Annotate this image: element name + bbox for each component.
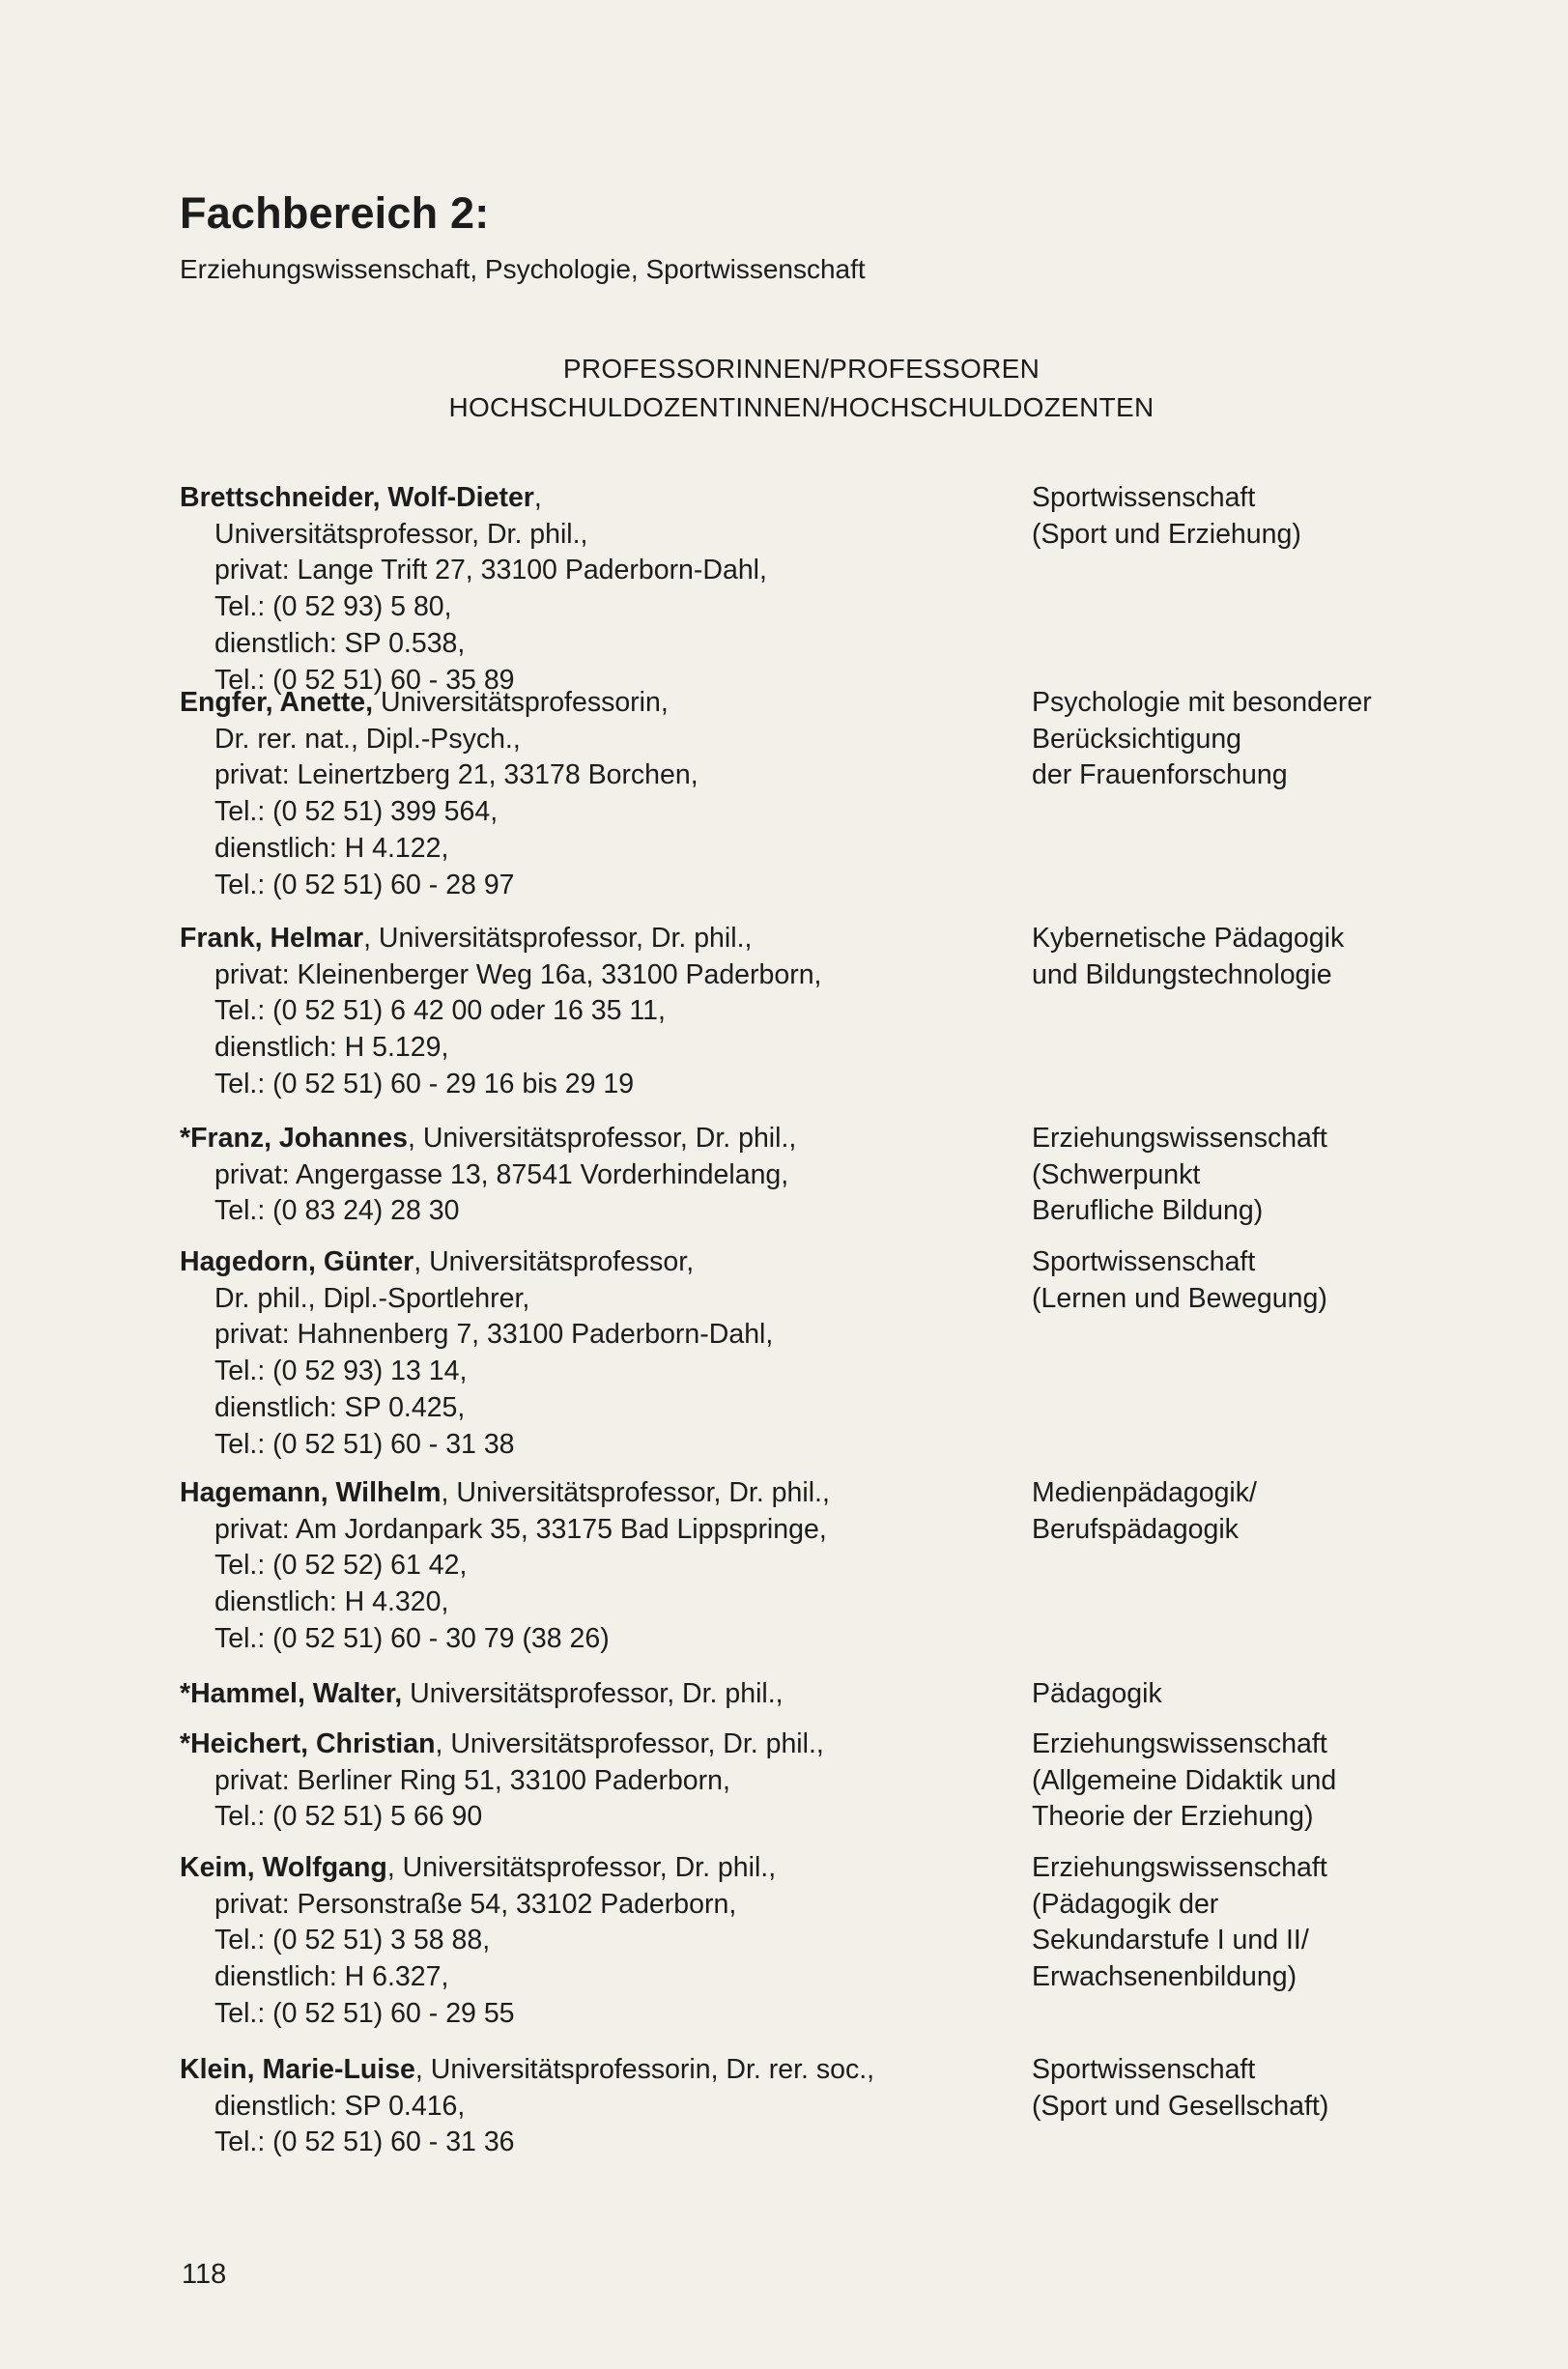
entry-detail-line: dienstlich: SP 0.425, <box>214 1391 466 1423</box>
person-name: Engfer, Anette, <box>180 687 374 718</box>
entry-detail-line: dienstlich: SP 0.538, <box>214 627 466 659</box>
faculty-entry <box>180 1475 1011 1658</box>
subject-area <box>1032 480 1534 553</box>
person-title: , Universitätsprofessor, Dr. phil., <box>441 1477 830 1508</box>
faculty-entry <box>180 1244 1011 1463</box>
subject-area <box>1032 2052 1534 2125</box>
subject-area <box>1032 1121 1534 1230</box>
faculty-entry <box>180 1727 1011 1836</box>
entry-detail-line: Universitätsprofessor, Dr. phil., <box>214 518 588 550</box>
subject-area-line: Erziehungswissenschaft <box>1032 1852 1327 1883</box>
faculty-entry <box>180 1676 1011 1713</box>
entry-first-line <box>180 1676 1011 1713</box>
subject-area <box>1032 685 1534 794</box>
entry-first-line <box>180 2052 1011 2089</box>
subject-area <box>1032 1727 1534 1836</box>
entry-detail-line: dienstlich: H 5.129, <box>214 1032 449 1064</box>
person-title: Universitätsprofessorin, <box>373 687 669 718</box>
person-name: Brettschneider, Wolf-Dieter <box>180 482 534 513</box>
entry-detail-line: privat: Berliner Ring 51, 33100 Paderborn, <box>214 1764 730 1796</box>
entry-detail-line: Tel.: (0 52 93) 5 80, <box>214 591 452 623</box>
subject-area-line: Sportwissenschaft <box>1032 1246 1256 1277</box>
person-title: , Universitätsprofessorin, Dr. rer. soc., <box>414 2054 875 2085</box>
page-subtitle: Erziehungswissenschaft, Psychologie, Sportwissenschaft <box>180 254 866 284</box>
subject-area-line: Berufliche Bildung) <box>1032 1195 1264 1227</box>
person-title: Universitätsprofessor, Dr. phil., <box>402 1678 784 1709</box>
page-title: Fachbereich 2: <box>180 188 490 238</box>
person-name: Hagedorn, Günter <box>180 1246 414 1277</box>
subject-area-line: Erziehungswissenschaft <box>1032 1728 1327 1759</box>
person-title: , <box>533 482 542 513</box>
entry-detail-line: Tel.: (0 52 51) 3 58 88, <box>214 1925 491 1956</box>
entry-first-line <box>180 1850 1011 1887</box>
entry-first-line <box>180 921 1011 957</box>
entry-detail-line: Tel.: (0 52 51) 6 42 00 oder 16 35 11, <box>214 995 666 1027</box>
section-heading-professors: PROFESSORINNEN/PROFESSOREN <box>562 354 1041 384</box>
entry-detail-line: privat: Am Jordanpark 35, 33175 Bad Lippspringe, <box>214 1513 827 1545</box>
person-name: *Hammel, Walter, <box>180 1678 403 1709</box>
subject-area-line: (Schwerpunkt <box>1032 1158 1201 1190</box>
subject-area-line: Sportwissenschaft <box>1032 2054 1256 2085</box>
entry-first-line <box>180 685 1011 722</box>
subject-area-line: (Sport und Erziehung) <box>1032 518 1301 550</box>
person-title: , Universitätsprofessor, Dr. phil., <box>435 1728 824 1759</box>
subject-area <box>1032 1244 1534 1317</box>
entry-detail-line: privat: Lange Trift 27, 33100 Paderborn-Dahl, <box>214 555 767 586</box>
subject-area-line: (Sport und Gesellschaft) <box>1032 2090 1329 2122</box>
subject-area-line: (Pädagogik der <box>1032 1888 1219 1920</box>
subject-area <box>1032 1475 1534 1548</box>
entry-detail-line: dienstlich: H 4.122, <box>214 832 449 864</box>
subject-area-line: Berücksichtigung <box>1032 723 1242 755</box>
faculty-entry <box>180 480 1011 699</box>
subject-area-line: (Allgemeine Didaktik und <box>1032 1764 1337 1796</box>
person-name: Klein, Marie-Luise <box>180 2054 415 2085</box>
entry-detail-line: Tel.: (0 52 93) 13 14, <box>214 1356 468 1387</box>
entry-detail-line: dienstlich: SP 0.416, <box>214 2090 466 2122</box>
entry-detail-line: Tel.: (0 52 52) 61 42, <box>214 1550 468 1582</box>
subject-area-line: der Frauenforschung <box>1032 759 1288 791</box>
subject-area <box>1032 1850 1534 1996</box>
entry-detail-line: Tel.: (0 52 51) 60 - 29 55 <box>214 1997 515 2029</box>
person-title: , Universitätsprofessor, <box>413 1246 695 1277</box>
entry-first-line <box>180 1244 1011 1281</box>
entry-detail-line: Tel.: (0 52 51) 5 66 90 <box>214 1801 483 1833</box>
page-number: 118 <box>182 2259 227 2290</box>
subject-area-line: Kybernetische Pädagogik <box>1032 923 1345 954</box>
person-title: , Universitätsprofessor, Dr. phil., <box>407 1123 797 1154</box>
entry-first-line <box>180 1121 1011 1157</box>
subject-area-line: (Lernen und Bewegung) <box>1032 1282 1327 1314</box>
entry-detail-line: Tel.: (0 52 51) 399 564, <box>214 796 499 828</box>
entry-detail-line: privat: Personstraße 54, 33102 Paderborn, <box>214 1888 737 1920</box>
subject-area-line: Psychologie mit besonderer <box>1032 687 1372 718</box>
entry-first-line <box>180 480 1011 517</box>
subject-area-line: Erziehungswissenschaft <box>1032 1123 1327 1154</box>
entry-detail-line: privat: Kleinenberger Weg 16a, 33100 Paderborn, <box>214 958 822 990</box>
subject-area-line: Sekundarstufe I und II/ <box>1032 1925 1309 1956</box>
person-name: Keim, Wolfgang <box>180 1852 387 1883</box>
entry-detail-line: Tel.: (0 52 51) 60 - 35 89 <box>214 664 515 696</box>
entry-detail-line: Tel.: (0 52 51) 60 - 31 38 <box>214 1428 515 1460</box>
entry-first-line <box>180 1475 1011 1512</box>
person-title: , Universitätsprofessor, Dr. phil., <box>386 1852 777 1883</box>
section-heading-lecturers: HOCHSCHULDOZENTINNEN/HOCHSCHULDOZENTEN <box>448 392 1155 422</box>
entry-detail-line: dienstlich: H 6.327, <box>214 1961 449 1993</box>
faculty-entry <box>180 921 1011 1103</box>
entry-detail-line: Tel.: (0 52 51) 60 - 29 16 bis 29 19 <box>214 1068 635 1099</box>
entry-detail-line: Dr. rer. nat., Dipl.-Psych., <box>214 723 521 755</box>
faculty-entry <box>180 2052 1011 2161</box>
entry-detail-line: Tel.: (0 52 51) 60 - 30 79 (38 26) <box>214 1622 610 1654</box>
faculty-entry <box>180 1121 1011 1230</box>
subject-area-line: Berufspädagogik <box>1032 1513 1239 1545</box>
subject-area <box>1032 921 1534 993</box>
subject-area-line: Medienpädagogik/ <box>1032 1477 1257 1508</box>
subject-area-line: Theorie der Erziehung) <box>1032 1801 1314 1833</box>
subject-area-line: Sportwissenschaft <box>1032 482 1256 513</box>
person-name: *Franz, Johannes <box>180 1123 408 1154</box>
entry-detail-line: privat: Leinertzberg 21, 33178 Borchen, <box>214 759 698 791</box>
entry-detail-line: Dr. phil., Dipl.-Sportlehrer, <box>214 1282 530 1314</box>
entry-detail-line: Tel.: (0 52 51) 60 - 28 97 <box>214 869 515 900</box>
subject-area-line: und Bildungstechnologie <box>1032 958 1332 990</box>
person-name: Hagemann, Wilhelm <box>180 1477 442 1508</box>
faculty-entry <box>180 685 1011 903</box>
entry-detail-line: dienstlich: H 4.320, <box>214 1586 449 1618</box>
faculty-entry <box>180 1850 1011 2033</box>
person-name: Frank, Helmar <box>180 923 364 954</box>
subject-area <box>1032 1676 1534 1713</box>
entry-detail-line: Tel.: (0 52 51) 60 - 31 36 <box>214 2126 515 2158</box>
person-name: *Heichert, Christian <box>180 1728 436 1759</box>
entry-first-line <box>180 1727 1011 1763</box>
entry-detail-line: Tel.: (0 83 24) 28 30 <box>214 1195 460 1227</box>
entry-detail-line: privat: Hahnenberg 7, 33100 Paderborn-Dahl, <box>214 1319 774 1351</box>
entry-detail-line: privat: Angergasse 13, 87541 Vorderhindelang, <box>214 1158 789 1190</box>
person-title: , Universitätsprofessor, Dr. phil., <box>363 923 753 954</box>
subject-area-line: Pädagogik <box>1032 1678 1162 1709</box>
subject-area-line: Erwachsenenbildung) <box>1032 1961 1297 1993</box>
